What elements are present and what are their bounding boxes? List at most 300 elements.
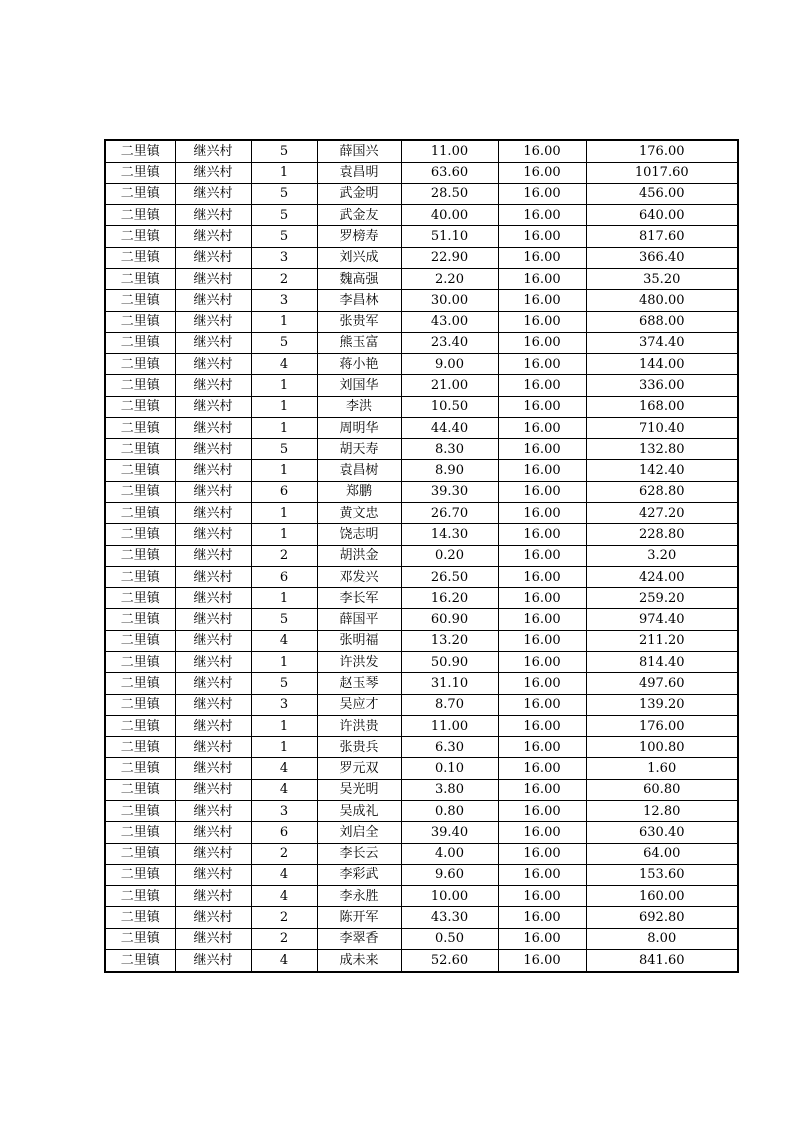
cell-name: 罗榜寿 [317,226,401,247]
cell-town: 二里镇 [105,822,175,843]
cell-name: 黄文忠 [317,503,401,524]
table-row [105,928,738,949]
cell-unit_price: 16.00 [498,247,586,268]
cell-unit_price: 16.00 [498,588,586,609]
cell-amount: 841.60 [586,949,738,972]
cell-town: 二里镇 [105,928,175,949]
cell-name: 薛国平 [317,609,401,630]
cell-unit_price: 16.00 [498,886,586,907]
table-row [105,630,738,651]
cell-town: 二里镇 [105,715,175,736]
cell-town: 二里镇 [105,864,175,885]
table-row [105,524,738,545]
cell-village: 继兴村 [175,715,251,736]
cell-quantity: 2.20 [401,268,498,289]
cell-name: 许洪发 [317,652,401,673]
table-row [105,268,738,289]
cell-quantity: 8.70 [401,694,498,715]
cell-village: 继兴村 [175,928,251,949]
cell-group: 1 [251,460,317,481]
cell-quantity: 63.60 [401,162,498,183]
table-row [105,545,738,566]
cell-unit_price: 16.00 [498,503,586,524]
cell-village: 继兴村 [175,609,251,630]
cell-unit_price: 16.00 [498,140,586,162]
table-row [105,758,738,779]
cell-village: 继兴村 [175,758,251,779]
cell-amount: 427.20 [586,503,738,524]
cell-amount: 497.60 [586,673,738,694]
cell-quantity: 6.30 [401,737,498,758]
cell-unit_price: 16.00 [498,311,586,332]
cell-amount: 160.00 [586,886,738,907]
cell-amount: 630.40 [586,822,738,843]
table-row [105,205,738,226]
cell-amount: 1017.60 [586,162,738,183]
cell-village: 继兴村 [175,439,251,460]
cell-town: 二里镇 [105,800,175,821]
cell-quantity: 52.60 [401,949,498,972]
cell-village: 继兴村 [175,247,251,268]
cell-unit_price: 16.00 [498,907,586,928]
cell-village: 继兴村 [175,226,251,247]
cell-name: 魏高强 [317,268,401,289]
cell-town: 二里镇 [105,375,175,396]
cell-quantity: 0.50 [401,928,498,949]
cell-village: 继兴村 [175,907,251,928]
cell-town: 二里镇 [105,779,175,800]
cell-name: 张明福 [317,630,401,651]
cell-quantity: 40.00 [401,205,498,226]
cell-village: 继兴村 [175,290,251,311]
cell-name: 张贵兵 [317,737,401,758]
cell-quantity: 31.10 [401,673,498,694]
cell-amount: 480.00 [586,290,738,311]
cell-amount: 336.00 [586,375,738,396]
cell-quantity: 8.90 [401,460,498,481]
table-row [105,375,738,396]
cell-amount: 692.80 [586,907,738,928]
cell-amount: 688.00 [586,311,738,332]
cell-name: 熊玉富 [317,332,401,353]
table-row [105,332,738,353]
cell-village: 继兴村 [175,652,251,673]
cell-village: 继兴村 [175,396,251,417]
cell-name: 张贵军 [317,311,401,332]
cell-amount: 424.00 [586,566,738,587]
cell-amount: 640.00 [586,205,738,226]
cell-group: 2 [251,928,317,949]
cell-unit_price: 16.00 [498,715,586,736]
cell-town: 二里镇 [105,737,175,758]
cell-unit_price: 16.00 [498,843,586,864]
cell-unit_price: 16.00 [498,800,586,821]
cell-town: 二里镇 [105,460,175,481]
table-row [105,907,738,928]
cell-amount: 12.80 [586,800,738,821]
cell-name: 周明华 [317,417,401,438]
table-row [105,417,738,438]
cell-amount: 817.60 [586,226,738,247]
cell-unit_price: 16.00 [498,354,586,375]
cell-town: 二里镇 [105,162,175,183]
cell-amount: 144.00 [586,354,738,375]
cell-group: 1 [251,396,317,417]
cell-village: 继兴村 [175,566,251,587]
cell-unit_price: 16.00 [498,864,586,885]
cell-name: 胡天寿 [317,439,401,460]
table-row [105,460,738,481]
table-row [105,694,738,715]
cell-name: 吴成礼 [317,800,401,821]
cell-group: 1 [251,311,317,332]
table-row [105,652,738,673]
cell-village: 继兴村 [175,864,251,885]
cell-town: 二里镇 [105,758,175,779]
cell-name: 刘兴成 [317,247,401,268]
cell-village: 继兴村 [175,545,251,566]
cell-village: 继兴村 [175,949,251,972]
cell-village: 继兴村 [175,588,251,609]
cell-amount: 814.40 [586,652,738,673]
cell-quantity: 0.20 [401,545,498,566]
cell-town: 二里镇 [105,311,175,332]
cell-village: 继兴村 [175,843,251,864]
cell-group: 3 [251,800,317,821]
cell-quantity: 22.90 [401,247,498,268]
cell-unit_price: 16.00 [498,205,586,226]
cell-unit_price: 16.00 [498,460,586,481]
cell-unit_price: 16.00 [498,779,586,800]
cell-unit_price: 16.00 [498,332,586,353]
cell-village: 继兴村 [175,205,251,226]
cell-name: 胡洪金 [317,545,401,566]
cell-town: 二里镇 [105,949,175,972]
cell-amount: 259.20 [586,588,738,609]
cell-village: 继兴村 [175,268,251,289]
cell-group: 6 [251,481,317,502]
table-row [105,311,738,332]
cell-group: 2 [251,268,317,289]
cell-quantity: 0.80 [401,800,498,821]
cell-amount: 228.80 [586,524,738,545]
cell-village: 继兴村 [175,779,251,800]
cell-quantity: 43.30 [401,907,498,928]
cell-town: 二里镇 [105,566,175,587]
cell-village: 继兴村 [175,694,251,715]
cell-quantity: 26.50 [401,566,498,587]
cell-town: 二里镇 [105,417,175,438]
cell-unit_price: 16.00 [498,928,586,949]
cell-amount: 168.00 [586,396,738,417]
cell-name: 陈开军 [317,907,401,928]
cell-amount: 628.80 [586,481,738,502]
cell-unit_price: 16.00 [498,268,586,289]
cell-village: 继兴村 [175,354,251,375]
cell-group: 3 [251,247,317,268]
cell-group: 6 [251,566,317,587]
cell-amount: 35.20 [586,268,738,289]
table-row [105,503,738,524]
cell-group: 6 [251,822,317,843]
table-row [105,822,738,843]
cell-village: 继兴村 [175,822,251,843]
cell-group: 1 [251,524,317,545]
cell-group: 4 [251,630,317,651]
cell-group: 1 [251,162,317,183]
cell-village: 继兴村 [175,886,251,907]
cell-town: 二里镇 [105,886,175,907]
cell-name: 武金明 [317,183,401,204]
cell-town: 二里镇 [105,332,175,353]
cell-group: 1 [251,375,317,396]
cell-group: 4 [251,864,317,885]
cell-quantity: 16.20 [401,588,498,609]
cell-name: 袁昌树 [317,460,401,481]
table-row [105,886,738,907]
cell-town: 二里镇 [105,609,175,630]
cell-group: 4 [251,886,317,907]
cell-quantity: 10.00 [401,886,498,907]
cell-unit_price: 16.00 [498,439,586,460]
cell-town: 二里镇 [105,290,175,311]
cell-group: 5 [251,140,317,162]
cell-village: 继兴村 [175,800,251,821]
cell-unit_price: 16.00 [498,737,586,758]
cell-name: 刘启全 [317,822,401,843]
cell-unit_price: 16.00 [498,630,586,651]
cell-amount: 374.40 [586,332,738,353]
cell-name: 李永胜 [317,886,401,907]
cell-name: 邓发兴 [317,566,401,587]
cell-town: 二里镇 [105,673,175,694]
cell-amount: 974.40 [586,609,738,630]
table-row [105,779,738,800]
cell-group: 1 [251,417,317,438]
cell-group: 5 [251,439,317,460]
table-row [105,226,738,247]
table-row [105,609,738,630]
cell-unit_price: 16.00 [498,566,586,587]
cell-town: 二里镇 [105,652,175,673]
table-row [105,481,738,502]
cell-name: 饶志明 [317,524,401,545]
cell-amount: 100.80 [586,737,738,758]
cell-quantity: 11.00 [401,140,498,162]
cell-name: 李彩武 [317,864,401,885]
table-row [105,162,738,183]
cell-amount: 710.40 [586,417,738,438]
cell-quantity: 26.70 [401,503,498,524]
cell-town: 二里镇 [105,140,175,162]
cell-village: 继兴村 [175,183,251,204]
cell-group: 2 [251,843,317,864]
cell-group: 4 [251,779,317,800]
cell-unit_price: 16.00 [498,822,586,843]
cell-group: 3 [251,290,317,311]
cell-town: 二里镇 [105,545,175,566]
cell-amount: 60.80 [586,779,738,800]
cell-group: 1 [251,737,317,758]
cell-quantity: 30.00 [401,290,498,311]
table-row [105,290,738,311]
cell-quantity: 43.00 [401,311,498,332]
cell-group: 5 [251,183,317,204]
cell-name: 薛国兴 [317,140,401,162]
cell-town: 二里镇 [105,205,175,226]
cell-name: 李长军 [317,588,401,609]
cell-unit_price: 16.00 [498,375,586,396]
cell-town: 二里镇 [105,694,175,715]
cell-town: 二里镇 [105,396,175,417]
cell-name: 李昌林 [317,290,401,311]
cell-village: 继兴村 [175,140,251,162]
cell-amount: 64.00 [586,843,738,864]
cell-quantity: 11.00 [401,715,498,736]
cell-name: 成未来 [317,949,401,972]
cell-quantity: 8.30 [401,439,498,460]
table-row [105,673,738,694]
cell-town: 二里镇 [105,843,175,864]
table-row [105,183,738,204]
cell-amount: 176.00 [586,715,738,736]
cell-quantity: 14.30 [401,524,498,545]
cell-village: 继兴村 [175,375,251,396]
cell-unit_price: 16.00 [498,183,586,204]
cell-name: 李翠香 [317,928,401,949]
cell-amount: 176.00 [586,140,738,162]
cell-amount: 1.60 [586,758,738,779]
table-row [105,715,738,736]
cell-quantity: 60.90 [401,609,498,630]
cell-town: 二里镇 [105,907,175,928]
cell-quantity: 9.60 [401,864,498,885]
cell-quantity: 4.00 [401,843,498,864]
cell-quantity: 21.00 [401,375,498,396]
cell-name: 蒋小艳 [317,354,401,375]
cell-name: 李长云 [317,843,401,864]
cell-amount: 3.20 [586,545,738,566]
cell-group: 1 [251,652,317,673]
cell-quantity: 28.50 [401,183,498,204]
table-row [105,140,738,162]
cell-group: 1 [251,588,317,609]
cell-group: 3 [251,694,317,715]
table-row [105,949,738,972]
cell-amount: 153.60 [586,864,738,885]
cell-quantity: 9.00 [401,354,498,375]
cell-village: 继兴村 [175,162,251,183]
cell-amount: 132.80 [586,439,738,460]
cell-village: 继兴村 [175,481,251,502]
cell-group: 4 [251,354,317,375]
cell-town: 二里镇 [105,268,175,289]
cell-unit_price: 16.00 [498,694,586,715]
cell-name: 吴光明 [317,779,401,800]
cell-amount: 8.00 [586,928,738,949]
cell-town: 二里镇 [105,439,175,460]
table-row [105,439,738,460]
cell-group: 2 [251,545,317,566]
cell-village: 继兴村 [175,673,251,694]
table-row [105,800,738,821]
cell-group: 1 [251,715,317,736]
cell-group: 2 [251,907,317,928]
cell-unit_price: 16.00 [498,609,586,630]
table-row [105,843,738,864]
cell-unit_price: 16.00 [498,545,586,566]
cell-quantity: 10.50 [401,396,498,417]
cell-name: 吴应才 [317,694,401,715]
cell-unit_price: 16.00 [498,949,586,972]
cell-group: 4 [251,949,317,972]
cell-town: 二里镇 [105,524,175,545]
cell-village: 继兴村 [175,630,251,651]
cell-name: 赵玉琴 [317,673,401,694]
records-table [104,139,739,973]
cell-quantity: 39.40 [401,822,498,843]
cell-town: 二里镇 [105,481,175,502]
table-body [105,140,738,972]
cell-group: 1 [251,503,317,524]
cell-quantity: 0.10 [401,758,498,779]
cell-village: 继兴村 [175,417,251,438]
cell-unit_price: 16.00 [498,417,586,438]
cell-amount: 139.20 [586,694,738,715]
cell-unit_price: 16.00 [498,652,586,673]
table-row [105,864,738,885]
cell-town: 二里镇 [105,503,175,524]
cell-amount: 366.40 [586,247,738,268]
cell-village: 继兴村 [175,737,251,758]
cell-name: 袁昌明 [317,162,401,183]
table-row [105,247,738,268]
cell-unit_price: 16.00 [498,481,586,502]
cell-town: 二里镇 [105,226,175,247]
table-row [105,354,738,375]
cell-town: 二里镇 [105,588,175,609]
cell-amount: 211.20 [586,630,738,651]
cell-unit_price: 16.00 [498,226,586,247]
cell-name: 刘国华 [317,375,401,396]
cell-quantity: 23.40 [401,332,498,353]
cell-village: 继兴村 [175,503,251,524]
cell-unit_price: 16.00 [498,396,586,417]
cell-group: 5 [251,673,317,694]
cell-quantity: 3.80 [401,779,498,800]
cell-name: 武金友 [317,205,401,226]
cell-town: 二里镇 [105,354,175,375]
cell-quantity: 39.30 [401,481,498,502]
cell-unit_price: 16.00 [498,758,586,779]
cell-town: 二里镇 [105,630,175,651]
cell-group: 5 [251,226,317,247]
table-row [105,566,738,587]
cell-name: 郑鹏 [317,481,401,502]
cell-quantity: 13.20 [401,630,498,651]
cell-quantity: 50.90 [401,652,498,673]
cell-amount: 142.40 [586,460,738,481]
table-row [105,396,738,417]
cell-town: 二里镇 [105,183,175,204]
cell-name: 许洪贵 [317,715,401,736]
cell-group: 5 [251,609,317,630]
cell-unit_price: 16.00 [498,524,586,545]
cell-unit_price: 16.00 [498,290,586,311]
cell-quantity: 51.10 [401,226,498,247]
cell-name: 李洪 [317,396,401,417]
cell-group: 4 [251,758,317,779]
